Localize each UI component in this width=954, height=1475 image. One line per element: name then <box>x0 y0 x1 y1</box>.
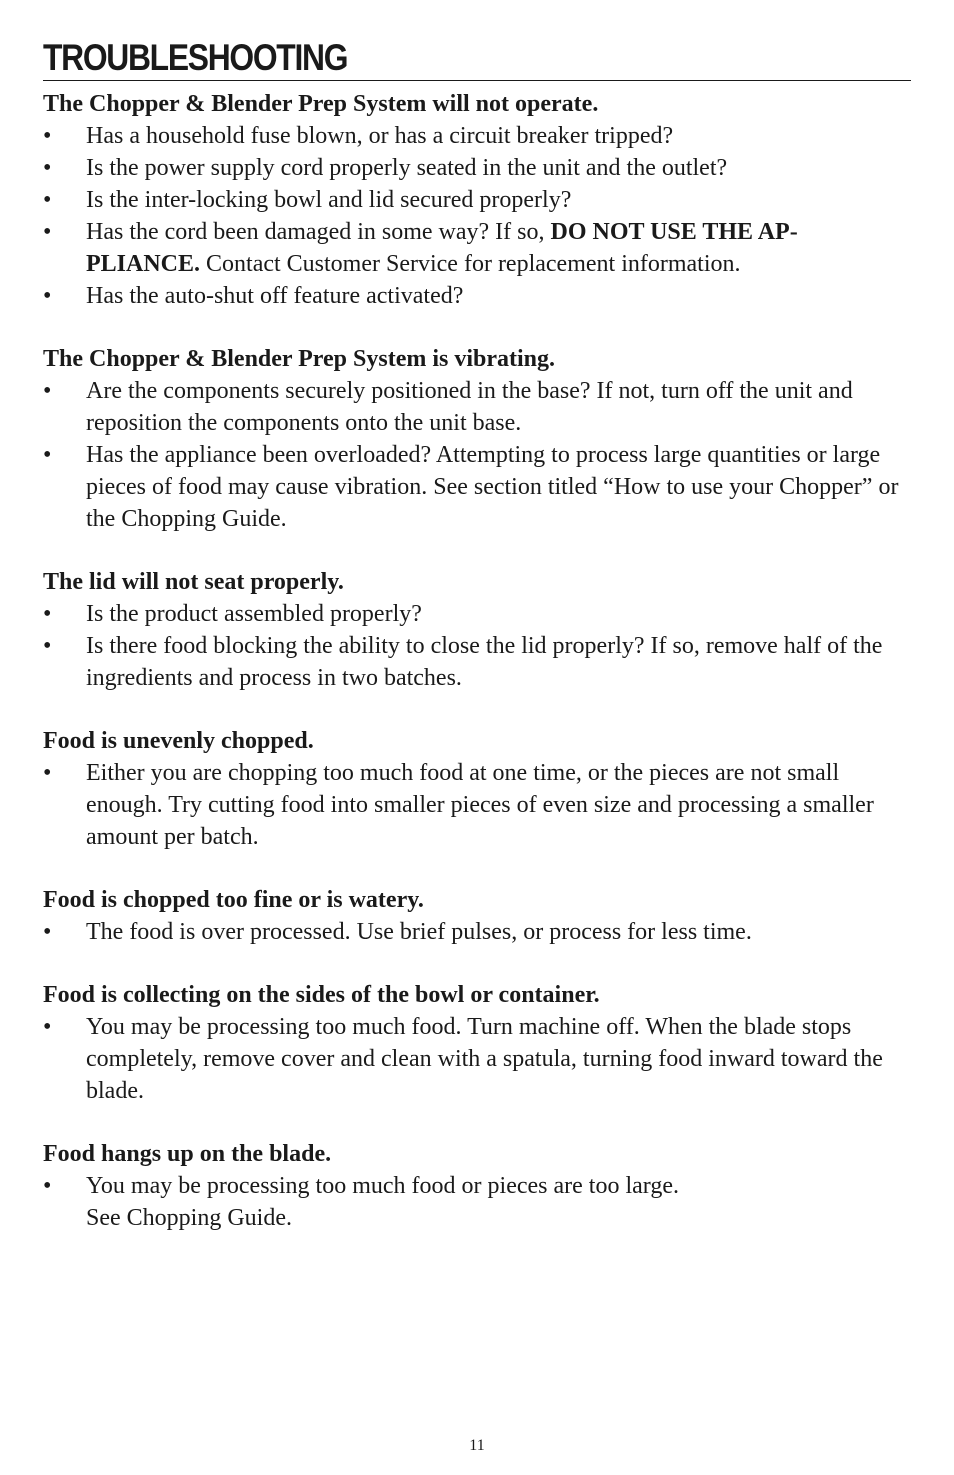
item-text: Contact Customer Service for replacement information. <box>200 251 741 277</box>
item-list <box>43 757 913 853</box>
warning-text: PLIANCE. <box>86 251 201 277</box>
item-text: You may be processing too much food. Turn machine off. When the blade stops completely, remove cover and clean with a spatula, turning food inward toward the blade. <box>86 1014 883 1104</box>
item-text: Is the product assembled properly? <box>86 601 422 627</box>
section-collecting-on-sides <box>43 979 913 1107</box>
list-item <box>43 1170 913 1234</box>
bullet-icon: • <box>43 187 52 213</box>
bullet-icon: • <box>43 442 52 468</box>
item-text: See Chopping Guide. <box>86 1205 292 1231</box>
item-list <box>43 598 913 694</box>
bullet-icon: • <box>43 155 52 181</box>
item-list <box>43 1170 913 1234</box>
list-item <box>43 439 913 535</box>
warning-text: DO NOT USE THE AP- <box>550 219 798 245</box>
section-too-fine <box>43 884 913 948</box>
section-heading: Food is unevenly chopped. <box>43 728 314 754</box>
section-heading: The Chopper & Blender Prep System is vibrating. <box>43 346 556 372</box>
item-text: Has a household fuse blown, or has a circuit breaker tripped? <box>86 123 674 149</box>
list-item <box>43 280 913 312</box>
item-text: Either you are chopping too much food at one time, or the pieces are not small enough. Try cutting food into smaller pieces of even size and processing a smaller amount per batch. <box>86 760 874 850</box>
page-title: TROUBLESHOOTING <box>43 37 348 78</box>
bullet-icon: • <box>43 1014 52 1040</box>
bullet-icon: • <box>43 378 52 404</box>
item-text: Is there food blocking the ability to close the lid properly? If so, remove half of the ingredients and process in two batches. <box>86 633 883 691</box>
item-text: The food is over processed. Use brief pulses, or process for less time. <box>86 919 752 945</box>
bullet-icon: • <box>43 123 52 149</box>
item-text: Has the cord been damaged in some way? If so, <box>86 219 551 245</box>
section-heading: Food is chopped too fine or is watery. <box>43 887 424 913</box>
bullet-icon: • <box>43 760 52 786</box>
item-list <box>43 916 913 948</box>
item-text: Has the appliance been overloaded? Attempting to process large quantities or large pieces of food may cause vibration. See section titled “How to use your Chopper” or the Chopping Guide. <box>86 442 899 532</box>
page-number: 11 <box>469 1437 485 1454</box>
section-unevenly-chopped <box>43 725 913 853</box>
list-item <box>43 375 913 439</box>
item-text: Is the inter-locking bowl and lid secured properly? <box>86 187 572 213</box>
item-text: Has the auto-shut off feature activated? <box>86 283 464 309</box>
bullet-icon: • <box>43 283 52 309</box>
bullet-icon: • <box>43 1173 52 1199</box>
item-list <box>43 375 913 535</box>
list-item <box>43 1011 913 1107</box>
list-item <box>43 598 913 630</box>
item-text: You may be processing too much food or pieces are too large. <box>86 1173 679 1199</box>
title-divider <box>43 80 911 81</box>
bullet-icon: • <box>43 633 52 659</box>
list-item <box>43 120 913 152</box>
list-item <box>43 216 913 280</box>
item-list <box>43 120 913 312</box>
section-will-not-operate <box>43 88 913 312</box>
section-heading: The Chopper & Blender Prep System will not operate. <box>43 91 599 117</box>
item-text: Is the power supply cord properly seated in the unit and the outlet? <box>86 155 728 181</box>
section-hangs-on-blade <box>43 1138 913 1234</box>
list-item <box>43 757 913 853</box>
troubleshooting-content <box>43 88 913 1265</box>
bullet-icon: • <box>43 919 52 945</box>
section-lid-not-seat <box>43 566 913 694</box>
list-item <box>43 630 913 694</box>
section-heading: The lid will not seat properly. <box>43 569 344 595</box>
item-list <box>43 1011 913 1107</box>
bullet-icon: • <box>43 219 52 245</box>
section-vibrating <box>43 343 913 535</box>
section-heading: Food hangs up on the blade. <box>43 1141 332 1167</box>
list-item <box>43 184 913 216</box>
section-heading: Food is collecting on the sides of the bowl or container. <box>43 982 600 1008</box>
list-item <box>43 152 913 184</box>
list-item <box>43 916 913 948</box>
item-text: Are the components securely positioned in the base? If not, turn off the unit and reposition the components onto the unit base. <box>86 378 853 436</box>
bullet-icon: • <box>43 601 52 627</box>
